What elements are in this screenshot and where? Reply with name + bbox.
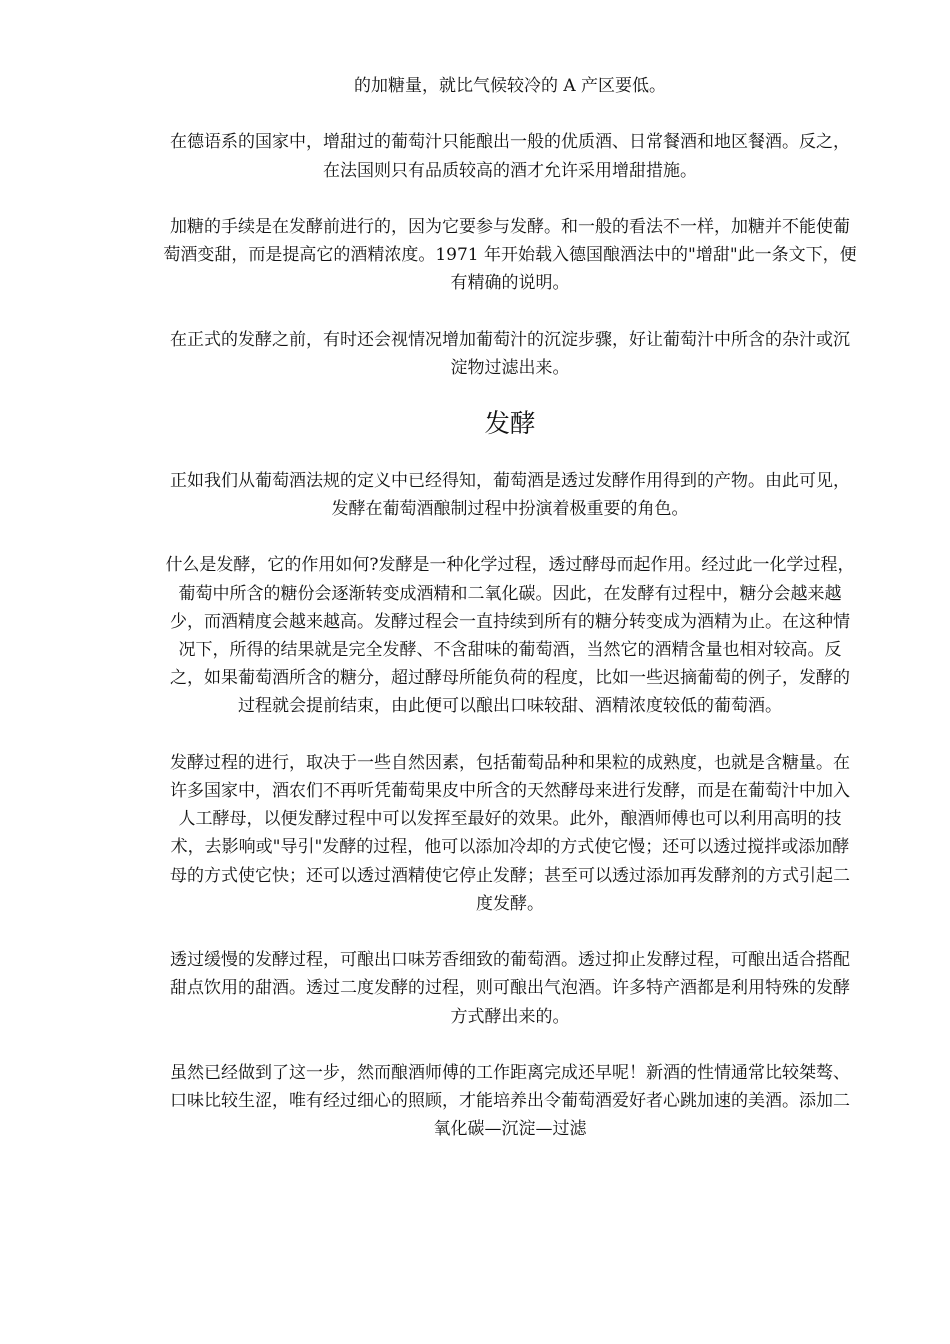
paragraph-fermentation-methods: 透过缓慢的发酵过程，可酿出口味芳香细致的葡萄酒。透过抑止发酵过程，可酿出适合搭配甜点饮用的甜酒。透过二度发酵的过程，则可酿出气泡酒。许多特产酒都是利用特殊的发酵方式酵出来的。	[170, 950, 850, 1027]
paragraph-fermentation-definition: 正如我们从葡萄酒法规的定义中已经得知，葡萄酒是透过发酵作用得到的产物。由此可见，发酵在葡萄酒酿制过程中扮演着极重要的角色。	[170, 470, 850, 519]
paragraph-sedimentation: 在正式的发酵之前，有时还会视情况增加葡萄汁的沉淀步骤，好让葡萄汁中所含的杂汁或沉淀物过滤出来。	[170, 329, 850, 378]
section-title-fermentation: 发酵	[484, 409, 536, 440]
paragraph-adding-sugar: 加糖的手续是在发酵前进行的，因为它要参与发酵。和一般的看法不一样，加糖并不能使葡萄酒变甜，而是提高它的酒精浓度。1971 年开始载入德国酿酒法中的"增甜"此一条文下，便有精确的说明。	[163, 216, 857, 294]
paragraph-what-is-fermentation: 什么是发酵，它的作用如何?发酵是一种化学过程，透过酵母而起作用。经过此一化学过程，葡萄中所含的糖份会逐渐转变成酒精和二氧化碳。因此，在发酵有过程中，糖分会越来越少，而酒精度会越来越高。发酵过程会一直持续到所有的糖分转变成为酒精为止。在这种情况下，所得的结果就是完全发酵、不含甜味的葡萄酒，当然它的酒精含量也相对较高。反之，如果葡萄酒所含的糖分，超过酵母所能负荷的程度，比如一些迟摘葡萄的例子，发酵的过程就会提前结束，由此便可以酿出口味较甜、酒精浓度较低的葡萄酒。	[165, 555, 855, 717]
paragraph-sugar-amount: 的加糖量，就比气候较冷的 A 产区要低。	[353, 76, 667, 96]
paragraph-winemaker-work: 虽然已经做到了这一步，然而酿酒师傅的工作距离完成还早呢！新酒的性情通常比较桀骜、口味比较生涩，唯有经过细心的照顾，才能培养出令葡萄酒爱好者心跳加速的美酒。添加二氧化碳—沉淀—过滤	[170, 1062, 850, 1140]
document-page	[163, 72, 857, 1172]
paragraph-german-countries: 在德语系的国家中，增甜过的葡萄汁只能酿出一般的优质酒、日常餐酒和地区餐酒。反之，在法国则只有品质较高的酒才允许采用增甜措施。	[170, 132, 850, 181]
paragraph-fermentation-factors: 发酵过程的进行，取决于一些自然因素，包括葡萄品种和果粒的成熟度，也就是含糖量。在许多国家中，酒农们不再听凭葡萄果皮中所含的天然酵母来进行发酵，而是在葡萄汁中加入人工酵母，以便发酵过程中可以发挥至最好的效果。此外，酿酒师傅也可以利用高明的技术，去影响或"导引"发酵的过程，他可以添加冷却的方式使它慢；还可以透过搅拌或添加酵母的方式使它快；还可以透过酒精使它停止发酵；甚至可以透过添加再发酵剂的方式引起二度发酵。	[170, 752, 850, 914]
